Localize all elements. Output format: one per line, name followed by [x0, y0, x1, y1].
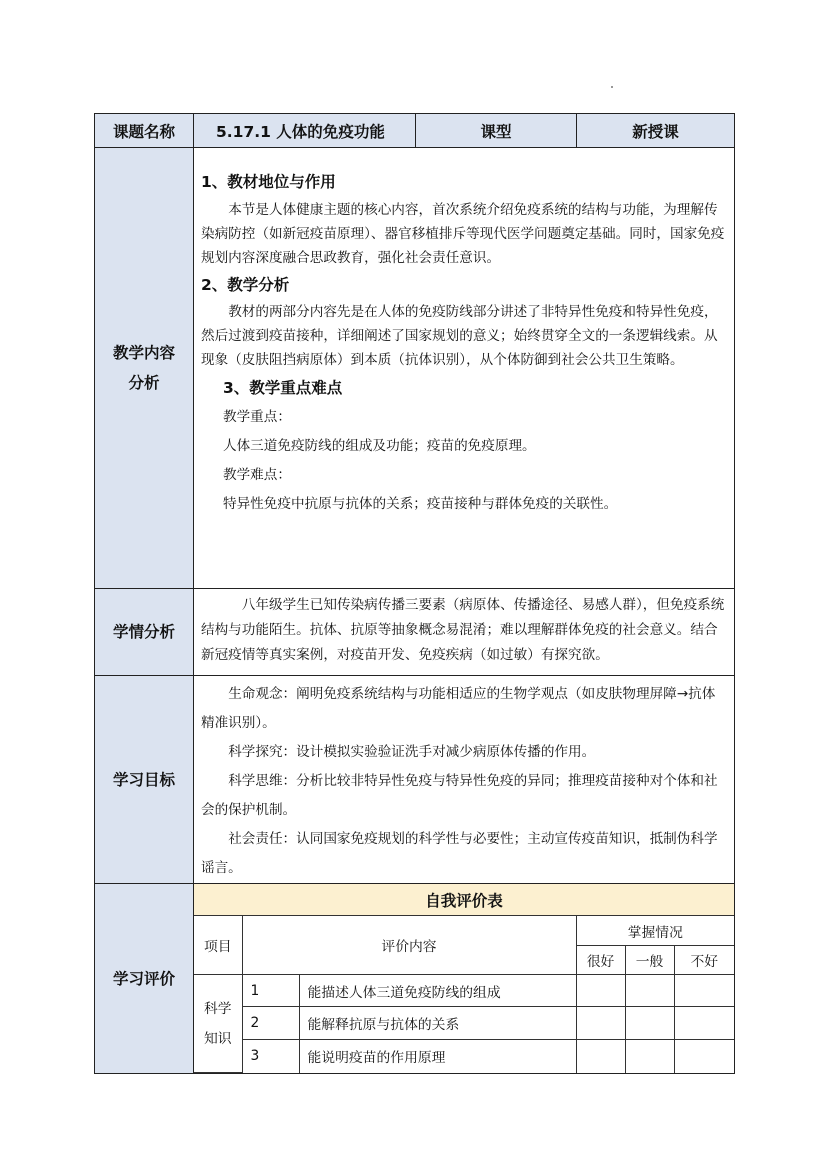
- row-number: 3: [242, 1040, 299, 1073]
- row-content: 能解释抗原与抗体的关系: [299, 1007, 576, 1040]
- role-paragraph: 本节是人体健康主题的核心内容，首次系统介绍免疫系统的结构与功能，为理解传染病防控（如新冠疫苗原理）、器官移植排斥等现代医学问题奠定基础。同时，国家免疫规划内容深度融合思政教育，强化社会责任意识。: [201, 202, 725, 266]
- mastery-cell[interactable]: [674, 1007, 734, 1040]
- level-poor: 不好: [674, 946, 734, 975]
- learner-analysis-body: [194, 589, 735, 676]
- section-heading-role: 1、教材地位与作用: [201, 173, 336, 191]
- col-header-mastery: 掌握情况: [576, 916, 734, 946]
- learner-analysis-row: [95, 589, 735, 676]
- mastery-cell[interactable]: [576, 1007, 625, 1040]
- self-evaluation-table: [194, 884, 734, 1073]
- content-analysis-row: [95, 148, 735, 589]
- analysis-paragraph: 教材的两部分内容先是在人体的免疫防线部分讲述了非特异性免疫和特异性免疫，然后过渡到疫苗接种，详细阐述了国家规划的意义；始终贯穿全文的一条逻辑线索。从现象（皮肤阻挡病原体）到本质（抗体识别），从个体防御到社会公共卫生策略。: [201, 304, 718, 368]
- course-name-value: 5.17.1 人体的免疫功能: [194, 114, 416, 148]
- evaluation-row: [95, 884, 735, 1074]
- objective-inquiry: 科学探究：设计模拟实验验证洗手对减少病原体传播的作用。: [228, 744, 596, 760]
- key-points-label: 教学重点：: [223, 409, 291, 425]
- objectives-row: [95, 676, 735, 884]
- objectives-label: 学习目标: [95, 676, 194, 884]
- level-very-good: 很好: [576, 946, 625, 975]
- self-evaluation-title: 自我评价表: [194, 884, 734, 916]
- mastery-cell[interactable]: [576, 975, 625, 1007]
- learner-analysis-label: 学情分析: [95, 589, 194, 676]
- header-row: [95, 114, 735, 148]
- mastery-cell[interactable]: [576, 1040, 625, 1073]
- difficulties-label: 教学难点：: [223, 467, 291, 483]
- course-name-label: 课题名称: [95, 114, 194, 148]
- difficulties-text: 特异性免疫中抗原与抗体的关系；疫苗接种与群体免疫的关联性。: [223, 496, 618, 512]
- table-row: [194, 1007, 734, 1040]
- evaluation-body: [194, 884, 735, 1074]
- col-header-content: 评价内容: [242, 916, 576, 975]
- mastery-cell[interactable]: [625, 975, 674, 1007]
- category-science-knowledge: 科学 知识: [194, 975, 242, 1073]
- objectives-body: [194, 676, 735, 884]
- key-points-text: 人体三道免疫防线的组成及功能；疫苗的免疫原理。: [223, 438, 536, 454]
- mastery-cell[interactable]: [625, 1007, 674, 1040]
- level-average: 一般: [625, 946, 674, 975]
- course-type-label: 课型: [416, 114, 577, 148]
- objective-thinking: 科学思维：分析比较非特异性免疫与特异性免疫的异同；推理疫苗接种对个体和社会的保护机制。: [201, 773, 718, 818]
- col-header-item: 项目: [194, 916, 242, 975]
- objective-life-concept: 生命观念：阐明免疫系统结构与功能相适应的生物学观点（如皮肤物理屏障→抗体精准识别）。: [201, 686, 716, 731]
- evaluation-label: 学习评价: [95, 884, 194, 1074]
- objective-responsibility: 社会责任：认同国家免疫规划的科学性与必要性；主动宣传疫苗知识，抵制伪科学谣言。: [201, 831, 718, 876]
- row-number: 1: [242, 975, 299, 1007]
- section-heading-analysis: 2、教学分析: [201, 276, 290, 294]
- lesson-plan-table: [94, 113, 735, 1074]
- course-type-value: 新授课: [577, 114, 735, 148]
- content-analysis-body: [194, 148, 735, 589]
- page-dot-mark: [611, 86, 613, 88]
- row-content: 能描述人体三道免疫防线的组成: [299, 975, 576, 1007]
- content-analysis-label: 教学内容 分析: [95, 148, 194, 589]
- section-heading-key-points: 3、教学重点难点: [223, 379, 343, 397]
- row-content: 能说明疫苗的作用原理: [299, 1040, 576, 1073]
- table-row: [194, 975, 734, 1007]
- row-number: 2: [242, 1007, 299, 1040]
- learner-analysis-text: 八年级学生已知传染病传播三要素（病原体、传播途径、易感人群），但免疫系统结构与功能陌生。抗体、抗原等抽象概念易混淆；难以理解群体免疫的社会意义。结合新冠疫情等真实案例，对疫苗开发、免疫疾病（如过敏）有探究欲。: [201, 597, 725, 663]
- mastery-cell[interactable]: [625, 1040, 674, 1073]
- mastery-cell[interactable]: [674, 975, 734, 1007]
- mastery-cell[interactable]: [674, 1040, 734, 1073]
- table-row: [194, 1040, 734, 1073]
